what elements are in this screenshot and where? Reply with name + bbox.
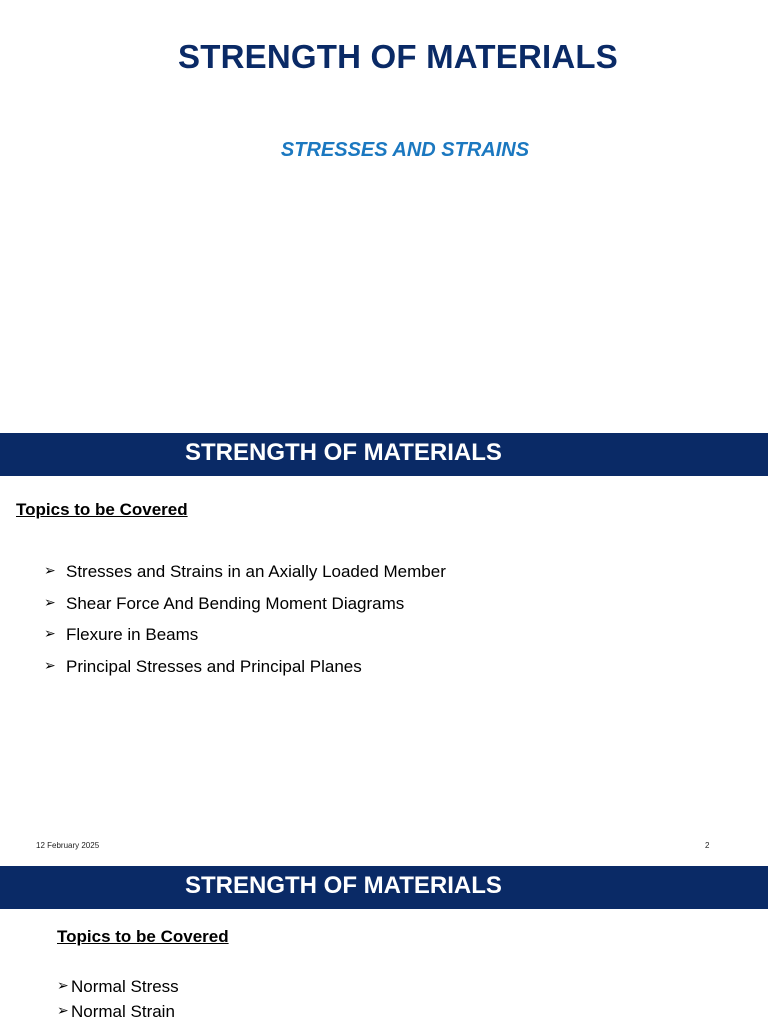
list-item-text: Principal Stresses and Principal Planes bbox=[66, 656, 362, 676]
list-item-text: Normal Strain bbox=[71, 1002, 175, 1021]
list-item-text: Normal Stress bbox=[71, 977, 179, 996]
list-item-text: Stresses and Strains in an Axially Loaded Member bbox=[66, 562, 446, 581]
list-item bbox=[57, 1002, 179, 1027]
list-item bbox=[44, 594, 446, 626]
footer-date: 12 February 2025 bbox=[36, 841, 100, 850]
list-item bbox=[44, 562, 446, 594]
slide-2-topics-heading: Topics to be Covered bbox=[16, 500, 188, 519]
slide-1-subtitle: STRESSES AND STRAINS bbox=[280, 139, 530, 161]
list-item-text: Shear Force And Bending Moment Diagrams bbox=[66, 593, 405, 613]
arrowhead-bullet-icon: ➢ bbox=[57, 977, 69, 993]
list-item bbox=[44, 625, 446, 657]
arrowhead-bullet-icon: ➢ bbox=[44, 625, 56, 641]
slide-1 bbox=[0, 0, 768, 433]
slide-2-banner-title: STRENGTH OF MATERIALS bbox=[185, 439, 502, 466]
slide-2-topics-list bbox=[44, 562, 446, 688]
slide-1-title: STRENGTH OF MATERIALS bbox=[178, 38, 618, 75]
page-number: 2 bbox=[705, 841, 710, 850]
list-item bbox=[44, 657, 446, 689]
arrowhead-bullet-icon: ➢ bbox=[44, 562, 56, 578]
slide-3-banner bbox=[0, 866, 768, 909]
arrowhead-bullet-icon: ➢ bbox=[44, 656, 56, 673]
arrowhead-bullet-icon: ➢ bbox=[44, 593, 56, 610]
arrowhead-bullet-icon: ➢ bbox=[57, 1002, 69, 1018]
slide-3-topics-list bbox=[57, 977, 179, 1027]
list-item-text: Flexure in Beams bbox=[66, 625, 199, 644]
slide-2-banner bbox=[0, 433, 768, 476]
slide-3-banner-title: STRENGTH OF MATERIALS bbox=[185, 872, 502, 899]
slide-3-topics-heading: Topics to be Covered bbox=[57, 927, 229, 946]
list-item bbox=[57, 977, 179, 1002]
